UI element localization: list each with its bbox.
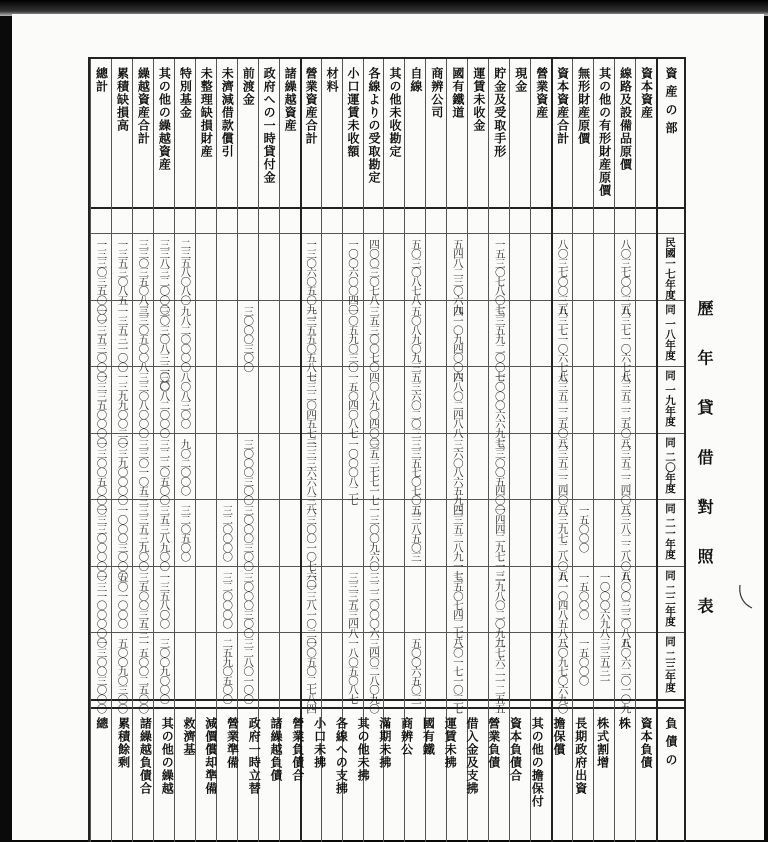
asset-value: 三三〇五〇〇八: [137, 305, 150, 371]
asset-label: 其の他の有形財産原價: [597, 67, 612, 197]
asset-value: 三三三五三四八: [347, 571, 360, 637]
year-header: 民國一七年度: [664, 237, 676, 300]
asset-value: 一三三五〇〇〇〇: [95, 372, 108, 447]
column-rule: [656, 59, 658, 842]
asset-value: 三五三八九〇〇: [158, 505, 171, 571]
column-rule: [111, 59, 112, 842]
asset-value: 二五九〇五〇〇: [221, 638, 234, 704]
asset-value: 八三七一〇六七七: [556, 305, 569, 380]
asset-label: 資本資産: [639, 67, 654, 119]
asset-label: 未整理缺損財産: [199, 67, 214, 158]
liability-label: 其の他の擔保付: [530, 717, 545, 808]
asset-value: 三三八三二〇〇〇: [158, 239, 171, 314]
asset-value: 九八二〇〇〇〇: [179, 305, 192, 371]
asset-value: 三五〇七四二七八: [451, 571, 464, 647]
asset-value: 一三一〇〇〇〇〇: [95, 571, 108, 647]
asset-value: 三三五二八九一七: [451, 505, 464, 580]
liability-label: 資本負債合: [508, 717, 523, 782]
asset-label: 運賃未收金: [471, 67, 486, 132]
liability-label: 長期政府出資: [573, 717, 588, 795]
asset-value: 八〇九七〇六九〇: [556, 638, 569, 713]
asset-value: 一四四二九七一三: [493, 505, 506, 580]
asset-value: 三〇〇〇三〇〇: [242, 305, 255, 371]
liability-label: 運賃未拂: [443, 717, 458, 769]
liability-label: 滿期未拂: [377, 717, 392, 769]
year-rule: [90, 632, 684, 633]
asset-value: 三〇〇九〇〇〇: [158, 638, 171, 704]
asset-value: 三六〇八六五九四: [451, 438, 464, 514]
asset-value: 八三八二二八〇五: [619, 505, 632, 580]
balance-sheet-table: [88, 57, 686, 842]
liability-label: 營業負債: [486, 717, 501, 769]
asset-value: 一〇〇〇三〇〇〇: [116, 505, 129, 580]
year-rule: [90, 433, 684, 434]
asset-value: 八一〇四八五八三: [556, 571, 569, 647]
pen-mark: [737, 583, 755, 611]
asset-value: 三四〇二八〇九〇: [368, 638, 380, 713]
asset-value: 八三五二二五〇三: [619, 372, 632, 447]
year-rule: [90, 499, 684, 500]
asset-value: 一〇〇〇六六九七: [493, 372, 506, 447]
asset-value: 五三六〇二〇三: [409, 372, 422, 438]
asset-value: 八〇三七〇〇三五: [556, 239, 569, 314]
asset-value: 三三〇一〇五三: [137, 438, 150, 504]
assets-header: 資 産 の 部: [664, 67, 678, 135]
asset-value: 一三五三一〇〇: [116, 305, 129, 371]
asset-value: 一三〇〇九六〇: [368, 505, 380, 571]
asset-value: 三三〇三五〇八三: [137, 239, 150, 314]
section-rule: [90, 707, 684, 709]
asset-label: 特別基金: [178, 67, 193, 119]
asset-value: 一三二〇四五七三: [305, 372, 318, 447]
asset-label: 各線よりの受取勘定: [367, 67, 381, 184]
asset-value: 三三五三一: [598, 638, 611, 685]
asset-value: 一五〇〇二五〇〇: [137, 638, 150, 713]
liability-label: 其の他未拂: [356, 717, 371, 782]
asset-value: 三三五三九〇〇: [137, 505, 150, 571]
asset-label: 諸繰越資産: [283, 67, 298, 132]
asset-value: 三二〇〇〇〇: [221, 505, 234, 562]
column-rule: [614, 59, 615, 842]
asset-value: 一一三五三〇〇〇: [95, 305, 108, 380]
year-header: 同 二一年度: [664, 503, 676, 560]
asset-label: 商辨公司: [429, 67, 444, 119]
asset-value: 八〇〇三三〇八五: [619, 571, 632, 647]
asset-value: 八三五二二四〇三: [556, 438, 569, 514]
asset-value: 一三〇〇三〇〇〇: [95, 638, 108, 713]
asset-value: 一〇〇六〇〇四〇: [347, 239, 360, 314]
row-rule: [90, 233, 684, 234]
asset-label: 前渡金: [241, 67, 256, 106]
liability-label: 政府一時立替: [247, 717, 262, 795]
asset-value: 二三五八〇八〇: [179, 239, 192, 305]
asset-label: 營業資産合計: [304, 67, 319, 145]
asset-value: 三二二〇五〇〇: [158, 438, 171, 504]
asset-value: 三〇〇〇三〇〇: [242, 438, 255, 504]
row-rule: [90, 207, 684, 209]
liability-label: 營業負債合: [290, 717, 305, 782]
asset-value: 一三三〇三五〇〇〇: [95, 239, 108, 323]
liability-label: 救濟基: [181, 717, 196, 756]
asset-label: 資本資産合計: [555, 67, 570, 145]
asset-value: 三〇三〇八三二〇〇: [158, 305, 171, 390]
asset-value: 四〇八九〇四〇〇: [368, 372, 380, 447]
asset-label: 現金: [513, 67, 528, 93]
asset-value: 二七六二一二五五: [493, 638, 506, 713]
asset-value: 一三〇六〇五〇九一: [305, 239, 318, 323]
asset-value: 一三〇〇五〇〇〇: [95, 438, 108, 514]
asset-value: 五〇〇九〇三〇〇: [116, 638, 129, 713]
asset-value: 一五〇〇〇: [577, 505, 590, 552]
asset-value: 八三五二二五〇三: [556, 372, 569, 447]
asset-value: 一一三八一〇二〇: [305, 571, 318, 647]
asset-value: 三二八〇一〇〇: [242, 638, 255, 704]
year-header: 同 一九年度: [664, 370, 676, 427]
asset-label: 自線: [408, 67, 423, 93]
asset-value: 五〇三〇八七八: [409, 239, 422, 305]
asset-value: 一五三〇七八〇七: [493, 239, 506, 314]
asset-value: 三五三七七一七: [368, 438, 380, 504]
asset-value: 三〇〇〇三〇〇: [242, 571, 255, 637]
asset-label: 政府への一時貸付金: [262, 67, 277, 184]
asset-label: 其の他の繰越資産: [157, 67, 172, 171]
asset-value: 一五〇〇〇: [577, 571, 590, 619]
asset-value: 三三五九二〇〇七: [493, 305, 506, 380]
liability-label: 諸繰越負債: [269, 717, 284, 782]
asset-value: 五〇一〇〇〇: [116, 571, 129, 628]
asset-value: 三三〇〇五四〇〇: [493, 438, 506, 514]
asset-label: 材料: [325, 67, 340, 93]
asset-value: 一〇〇〇六九八: [598, 571, 611, 637]
liability-label: 總: [94, 717, 109, 730]
liability-label: 其の他の繰越: [160, 717, 175, 795]
liabilities-header: 負 債 の: [664, 717, 678, 767]
liability-label: 小口未拂: [312, 717, 327, 769]
asset-value: 一三〇〇一〇七六〇: [305, 505, 318, 589]
asset-label: 線路及設備品原價: [618, 67, 633, 171]
asset-value: 一〇五〇二七八四: [305, 638, 318, 713]
asset-value: 五〇〇六五〇三: [409, 638, 422, 704]
liability-label: 株: [617, 717, 632, 730]
asset-value: 三二〇五〇〇: [179, 505, 192, 562]
asset-value: 一三五五〇五八七: [305, 305, 318, 380]
asset-value: 三〇一七一〇三七: [451, 638, 464, 713]
asset-label: 國有鐵道: [450, 67, 465, 119]
asset-value: 一〇五九〇三〇: [347, 305, 360, 371]
asset-value: 三〇八二〇〇〇: [158, 372, 171, 438]
asset-value: 九〇二〇〇〇: [179, 438, 192, 495]
liability-label: 資本負債: [639, 717, 654, 769]
asset-value: 八三七一〇六七七: [619, 305, 632, 380]
asset-label: 小口運賃未收額: [346, 67, 361, 158]
liability-label: 諸繰越負債合: [138, 717, 153, 795]
year-header: 同 二〇年度: [664, 436, 676, 493]
row-rule: [90, 699, 684, 701]
asset-label: 其の他未收勘定: [387, 67, 402, 158]
asset-value: 五三八五〇三: [409, 505, 422, 562]
asset-value: 四八〇二四八八: [451, 372, 464, 438]
asset-value: 一三三六六八三八: [305, 438, 318, 514]
asset-label: 無形財産原價: [576, 67, 591, 145]
year-header: 同 二二年度: [664, 569, 676, 626]
year-header: 同 一八年度: [664, 303, 676, 360]
liability-label: 借入金及支拂: [464, 717, 479, 795]
liability-label: 各線への支拂: [334, 717, 349, 795]
asset-label: 貯金及受取手形: [492, 67, 507, 158]
asset-value: 四一〇九四〇〇六: [451, 305, 464, 380]
asset-value: 三五三〇〇七〇: [368, 305, 380, 371]
asset-value: 三二二〇〇〇六: [368, 571, 380, 637]
asset-value: 一五〇〇〇: [577, 638, 590, 685]
liability-label: 營業準備: [225, 717, 240, 769]
asset-value: 八〇八三〇〇: [179, 372, 192, 428]
column-rule: [90, 59, 91, 842]
asset-value: 一三五三〇八五: [116, 239, 129, 305]
year-header: 同 二三年度: [664, 636, 676, 693]
asset-value: 八〇六二〇一〇九: [619, 638, 632, 713]
liability-label: 國有鐵: [421, 717, 436, 756]
liability-label: 減價償却準備: [203, 717, 218, 795]
asset-value: 三三五七〇七〇二: [409, 438, 422, 514]
document-title: 歷 年 貸 借 對 照 表: [695, 300, 714, 628]
asset-label: 未濟減借款償引: [220, 67, 235, 158]
asset-value: 一三五八〇〇: [158, 571, 171, 628]
column-rule: [635, 59, 636, 842]
asset-label: 總計: [94, 67, 109, 93]
asset-value: 三〇〇〇三〇〇: [242, 505, 255, 571]
asset-value: 八三五二二四〇三: [619, 438, 632, 514]
asset-value: 八〇三七〇〇三五: [619, 239, 632, 314]
asset-label: 營業資産: [534, 67, 549, 119]
asset-value: 五四八二三〇六九: [451, 239, 464, 314]
asset-value: 四〇〇三〇七八: [368, 239, 380, 305]
asset-value: 三三〇八〇〇〇: [137, 372, 150, 438]
asset-label: 繰越資産合計: [136, 67, 151, 145]
asset-value: 一三九〇〇〇〇: [116, 438, 129, 504]
asset-value: 三二〇〇〇〇: [221, 571, 234, 628]
liability-label: 株式割增: [595, 717, 610, 769]
liability-label: 擔保償: [552, 717, 567, 756]
asset-value: 三五〇〇三五三: [137, 571, 150, 637]
asset-value: 八三九七二八〇五: [556, 505, 569, 580]
asset-value: 五〇八九〇九三: [409, 305, 422, 371]
asset-value: 二九八〇二〇九九: [493, 571, 506, 647]
asset-value: 一三九九〇〇二〇: [116, 372, 129, 447]
liability-label: 商辨公: [399, 717, 414, 756]
asset-label: 累積缺損高: [115, 67, 130, 132]
asset-value: 一八〇五〇八七: [347, 638, 360, 704]
liability-label: 累積餘剩: [116, 717, 131, 769]
asset-value: 一五〇四〇八七: [347, 372, 360, 438]
asset-value: 一〇〇〇八二七: [347, 438, 360, 504]
asset-value: 一三三〇〇〇〇〇: [95, 505, 108, 580]
year-rule: [90, 566, 684, 567]
